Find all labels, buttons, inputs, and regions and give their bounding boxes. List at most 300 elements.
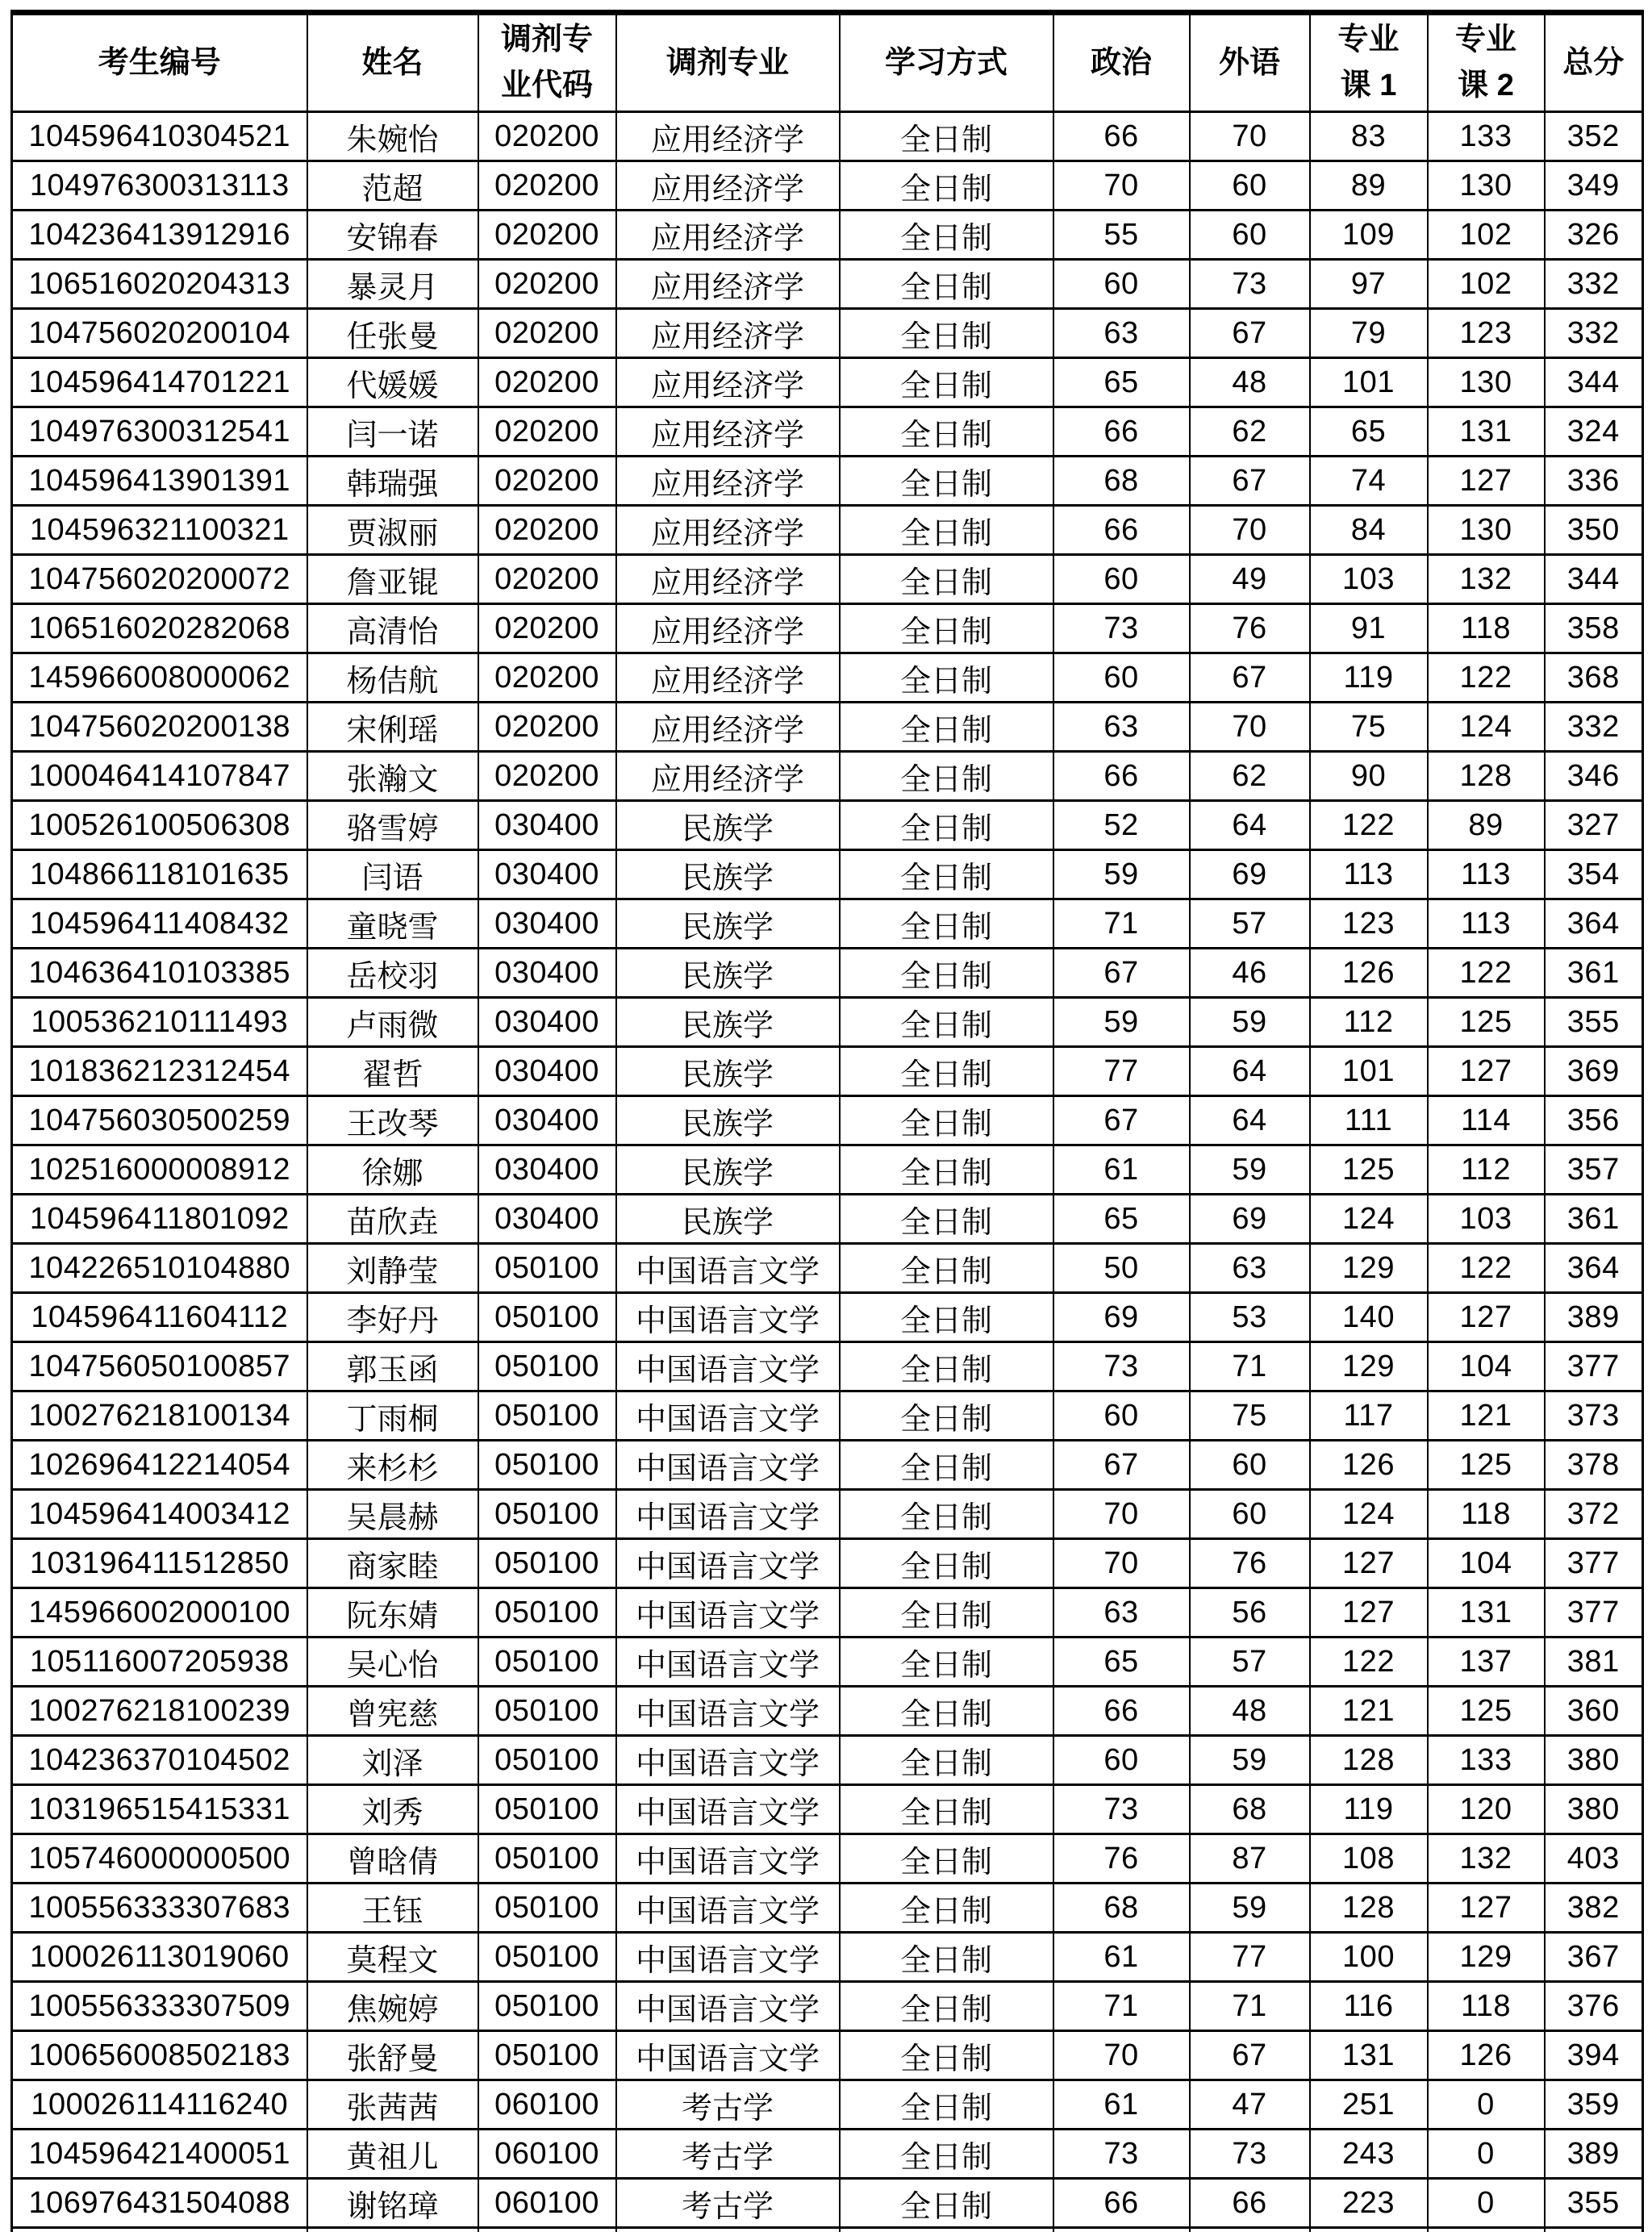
course_1-cell: 127 [1310,1588,1428,1637]
candidate_id-cell: 100276218100134 [12,1391,307,1441]
foreign_language-cell: 59 [1190,998,1310,1047]
major-cell: 应用经济学 [616,752,840,801]
study_mode-cell: 全日制 [840,1933,1053,1982]
politics-cell: 61 [1053,2080,1190,2130]
course_1-cell: 113 [1310,850,1428,899]
study_mode-cell: 全日制 [840,1736,1053,1785]
politics-cell: 66 [1053,407,1190,457]
course_2-cell: 132 [1428,555,1545,604]
table-row [12,1293,1643,1342]
major_code-cell: 030400 [478,899,616,949]
course_2-cell: 112 [1428,1145,1545,1195]
study_mode-cell: 全日制 [840,1588,1053,1637]
study_mode-cell: 全日制 [840,260,1053,309]
name-cell: 来杉杉 [307,1441,478,1490]
table-row [12,407,1643,457]
politics-cell: 59 [1053,850,1190,899]
politics-cell: 60 [1053,1736,1190,1785]
politics-cell: 61 [1053,1933,1190,1982]
major-cell: 考古学 [616,2130,840,2179]
study_mode-cell: 全日制 [840,2130,1053,2179]
candidate_id-cell: 105746000000500 [12,1834,307,1884]
major_code-cell: 050100 [478,1539,616,1588]
course_2-cell: 127 [1428,1884,1545,1933]
major_code-cell: 020200 [478,161,616,211]
total-cell: 369 [1545,1047,1643,1096]
table-row [12,949,1643,998]
course_2-cell: 102 [1428,211,1545,260]
candidate_id-cell: 104596421400051 [12,2130,307,2179]
study_mode-cell: 全日制 [840,555,1053,604]
candidate_id-cell: 100536210111493 [12,998,307,1047]
politics-cell: 66 [1053,112,1190,161]
study_mode-cell: 全日制 [840,604,1053,653]
study_mode-cell: 全日制 [840,899,1053,949]
name-cell: 安锦春 [307,211,478,260]
foreign_language-cell: 67 [1190,2031,1310,2080]
table-row [12,2080,1643,2130]
major-cell: 应用经济学 [616,506,840,555]
major-cell: 中国语言文学 [616,1391,840,1441]
major-cell: 民族学 [616,1096,840,1145]
major_code-cell: 020200 [478,653,616,703]
politics-cell: 71 [1053,1982,1190,2031]
foreign_language-cell: 67 [1190,457,1310,506]
major-cell: 民族学 [616,1047,840,1096]
total-cell: 350 [1545,506,1643,555]
course_1-cell: 84 [1310,506,1428,555]
foreign_language-cell: 73 [1190,260,1310,309]
candidate_id-cell: 104236370104502 [12,1736,307,1785]
foreign_language-cell: 53 [1190,1293,1310,1342]
table-row [12,1195,1643,1244]
politics-cell: 73 [1053,1785,1190,1834]
politics-cell: 63 [1053,703,1190,752]
foreign_language-cell: 59 [1190,1884,1310,1933]
candidate_id-cell: 100026114116240 [12,2080,307,2130]
foreign_language-cell: 66 [1190,2179,1310,2228]
politics-cell: 60 [1053,1391,1190,1441]
major_code-cell: 020200 [478,211,616,260]
name-cell: 詹亚锟 [307,555,478,604]
course_2-cell: 118 [1428,604,1545,653]
candidate_id-cell: 104236413912916 [12,211,307,260]
course_1-cell: 119 [1310,653,1428,703]
candidate_id-cell: 102696412214054 [12,1441,307,1490]
name-cell: 张瀚文 [307,752,478,801]
course_2-cell: 104 [1428,1342,1545,1391]
cutoff-cell [478,2228,616,2232]
column-header-major: 调剂专业 [616,13,840,112]
course_1-cell: 140 [1310,1293,1428,1342]
total-cell: 358 [1545,604,1643,653]
name-cell: 黄祖儿 [307,2130,478,2179]
foreign_language-cell: 67 [1190,309,1310,358]
total-cell: 324 [1545,407,1643,457]
name-cell: 卢雨微 [307,998,478,1047]
name-cell: 闫语 [307,850,478,899]
politics-cell: 70 [1053,1539,1190,1588]
foreign_language-cell: 49 [1190,555,1310,604]
study_mode-cell: 全日制 [840,1441,1053,1490]
major_code-cell: 050100 [478,1736,616,1785]
cutoff-cell [1545,2228,1643,2232]
table-row [12,2130,1643,2179]
major_code-cell: 050100 [478,1342,616,1391]
total-cell: 349 [1545,161,1643,211]
course_2-cell: 102 [1428,260,1545,309]
major-cell: 中国语言文学 [616,1293,840,1342]
name-cell: 曾宪慈 [307,1687,478,1736]
total-cell: 326 [1545,211,1643,260]
name-cell: 商家睦 [307,1539,478,1588]
total-cell: 364 [1545,1244,1643,1293]
major_code-cell: 020200 [478,260,616,309]
major_code-cell: 060100 [478,2130,616,2179]
table-row [12,1736,1643,1785]
major-cell: 中国语言文学 [616,1982,840,2031]
foreign_language-cell: 87 [1190,1834,1310,1884]
table-row [12,211,1643,260]
course_2-cell: 122 [1428,653,1545,703]
course_1-cell: 131 [1310,2031,1428,2080]
total-cell: 389 [1545,2130,1643,2179]
total-cell: 376 [1545,1982,1643,2031]
foreign_language-cell: 76 [1190,1539,1310,1588]
study_mode-cell: 全日制 [840,211,1053,260]
candidate_id-cell: 104636410103385 [12,949,307,998]
politics-cell: 71 [1053,899,1190,949]
major_code-cell: 030400 [478,801,616,850]
study_mode-cell: 全日制 [840,1096,1053,1145]
candidate_id-cell: 105116007205938 [12,1637,307,1687]
study_mode-cell: 全日制 [840,1195,1053,1244]
candidate_id-cell: 104756030500259 [12,1096,307,1145]
major-cell: 中国语言文学 [616,1884,840,1933]
foreign_language-cell: 70 [1190,703,1310,752]
course_2-cell: 0 [1428,2179,1545,2228]
course_2-cell: 0 [1428,2080,1545,2130]
course_1-cell: 122 [1310,801,1428,850]
candidate_id-cell: 104976300312541 [12,407,307,457]
total-cell: 382 [1545,1884,1643,1933]
study_mode-cell: 全日制 [840,457,1053,506]
total-cell: 332 [1545,309,1643,358]
total-cell: 380 [1545,1736,1643,1785]
major-cell: 中国语言文学 [616,1588,840,1637]
candidate_id-cell: 100556333307683 [12,1884,307,1933]
name-cell: 王钰 [307,1884,478,1933]
course_2-cell: 118 [1428,1982,1545,2031]
major_code-cell: 020200 [478,604,616,653]
candidate_id-cell: 102516000008912 [12,1145,307,1195]
total-cell: 359 [1545,2080,1643,2130]
politics-cell: 68 [1053,457,1190,506]
table-row [12,358,1643,407]
cutoff-cell [12,2228,307,2232]
foreign_language-cell: 48 [1190,358,1310,407]
course_1-cell: 97 [1310,260,1428,309]
major_code-cell: 050100 [478,1588,616,1637]
foreign_language-cell: 60 [1190,161,1310,211]
table-row [12,161,1643,211]
table-row [12,506,1643,555]
major-cell: 民族学 [616,899,840,949]
course_1-cell: 129 [1310,1244,1428,1293]
course_2-cell: 123 [1428,309,1545,358]
column-header-politics: 政治 [1053,13,1190,112]
candidate_id-cell: 100556333307509 [12,1982,307,2031]
course_2-cell: 131 [1428,407,1545,457]
politics-cell: 63 [1053,309,1190,358]
name-cell: 高清怡 [307,604,478,653]
study_mode-cell: 全日制 [840,752,1053,801]
study_mode-cell: 全日制 [840,506,1053,555]
course_2-cell: 125 [1428,1687,1545,1736]
foreign_language-cell: 60 [1190,211,1310,260]
politics-cell: 66 [1053,1687,1190,1736]
header-row [12,13,1643,112]
study_mode-cell: 全日制 [840,653,1053,703]
course_2-cell: 103 [1428,1195,1545,1244]
politics-cell: 66 [1053,752,1190,801]
major_code-cell: 030400 [478,1195,616,1244]
course_1-cell: 128 [1310,1736,1428,1785]
major_code-cell: 060100 [478,2080,616,2130]
course_1-cell: 91 [1310,604,1428,653]
candidate_id-cell: 100526100506308 [12,801,307,850]
table-row [12,604,1643,653]
foreign_language-cell: 56 [1190,1588,1310,1637]
total-cell: 389 [1545,1293,1643,1342]
politics-cell: 66 [1053,2179,1190,2228]
foreign_language-cell: 57 [1190,899,1310,949]
major_code-cell: 050100 [478,1391,616,1441]
name-cell: 张舒曼 [307,2031,478,2080]
course_1-cell: 129 [1310,1342,1428,1391]
major_code-cell: 020200 [478,555,616,604]
major_code-cell: 050100 [478,1834,616,1884]
major-cell: 中国语言文学 [616,1785,840,1834]
study_mode-cell: 全日制 [840,161,1053,211]
table-row [12,309,1643,358]
course_1-cell: 83 [1310,112,1428,161]
course_1-cell: 79 [1310,309,1428,358]
major_code-cell: 020200 [478,358,616,407]
politics-cell: 70 [1053,2031,1190,2080]
table-row [12,1490,1643,1539]
candidate_id-cell: 104756020200072 [12,555,307,604]
course_1-cell: 89 [1310,161,1428,211]
column-header-candidate_id: 考生编号 [12,13,307,112]
candidate_id-cell: 106976431504088 [12,2179,307,2228]
course_2-cell: 132 [1428,1834,1545,1884]
table-row [12,1884,1643,1933]
politics-cell: 65 [1053,358,1190,407]
total-cell: 344 [1545,555,1643,604]
politics-cell: 70 [1053,161,1190,211]
cutoff-cell [1053,2228,1190,2232]
study_mode-cell: 全日制 [840,112,1053,161]
foreign_language-cell: 62 [1190,407,1310,457]
course_1-cell: 124 [1310,1195,1428,1244]
name-cell: 阮东婧 [307,1588,478,1637]
course_1-cell: 108 [1310,1834,1428,1884]
course_2-cell: 130 [1428,161,1545,211]
candidate_id-cell: 104596414003412 [12,1490,307,1539]
total-cell: 336 [1545,457,1643,506]
total-cell: 354 [1545,850,1643,899]
foreign_language-cell: 69 [1190,1195,1310,1244]
major_code-cell: 030400 [478,1047,616,1096]
name-cell: 丁雨桐 [307,1391,478,1441]
table-row [12,2179,1643,2228]
course_1-cell: 74 [1310,457,1428,506]
table-row [12,1391,1643,1441]
major-cell: 民族学 [616,801,840,850]
course_2-cell: 125 [1428,1441,1545,1490]
politics-cell: 73 [1053,604,1190,653]
politics-cell: 67 [1053,1441,1190,1490]
major_code-cell: 050100 [478,1785,616,1834]
major-cell: 应用经济学 [616,703,840,752]
name-cell: 暴灵月 [307,260,478,309]
foreign_language-cell: 48 [1190,1687,1310,1736]
total-cell: 367 [1545,1933,1643,1982]
politics-cell: 68 [1053,1884,1190,1933]
course_2-cell: 89 [1428,801,1545,850]
major-cell: 中国语言文学 [616,1244,840,1293]
table-row [12,1145,1643,1195]
study_mode-cell: 全日制 [840,801,1053,850]
name-cell: 宋俐瑶 [307,703,478,752]
table-row [12,1834,1643,1884]
major_code-cell: 050100 [478,1490,616,1539]
course_2-cell: 129 [1428,1933,1545,1982]
name-cell: 张茜茜 [307,2080,478,2130]
major_code-cell: 050100 [478,1637,616,1687]
course_1-cell: 126 [1310,1441,1428,1490]
name-cell: 代媛媛 [307,358,478,407]
study_mode-cell: 全日制 [840,2031,1053,2080]
candidate_id-cell: 104976300313113 [12,161,307,211]
major_code-cell: 030400 [478,1145,616,1195]
total-cell: 361 [1545,949,1643,998]
cutoff-cell [307,2228,478,2232]
table-row [12,1441,1643,1490]
name-cell: 徐娜 [307,1145,478,1195]
course_2-cell: 130 [1428,358,1545,407]
major-cell: 应用经济学 [616,309,840,358]
name-cell: 谢铭璋 [307,2179,478,2228]
foreign_language-cell: 63 [1190,1244,1310,1293]
study_mode-cell: 全日制 [840,1884,1053,1933]
course_1-cell: 122 [1310,1637,1428,1687]
foreign_language-cell: 64 [1190,801,1310,850]
major-cell: 应用经济学 [616,653,840,703]
study_mode-cell: 全日制 [840,1342,1053,1391]
major_code-cell: 050100 [478,1441,616,1490]
table-row [12,998,1643,1047]
candidate_id-cell: 100046414107847 [12,752,307,801]
major-cell: 民族学 [616,1145,840,1195]
column-header-course_1: 专业 课 1 [1310,13,1428,112]
total-cell: 381 [1545,1637,1643,1687]
politics-cell: 63 [1053,1588,1190,1637]
table-row [12,1096,1643,1145]
course_2-cell: 127 [1428,1047,1545,1096]
candidate_id-cell: 103196411512850 [12,1539,307,1588]
total-cell: 357 [1545,1145,1643,1195]
name-cell: 贾淑丽 [307,506,478,555]
total-cell: 377 [1545,1588,1643,1637]
total-cell: 355 [1545,2179,1643,2228]
table-row [12,1539,1643,1588]
name-cell: 范超 [307,161,478,211]
table-body [12,112,1643,2232]
total-cell: 372 [1545,1490,1643,1539]
course_1-cell: 243 [1310,2130,1428,2179]
table-row [12,1637,1643,1687]
name-cell: 李好丹 [307,1293,478,1342]
course_2-cell: 121 [1428,1391,1545,1441]
study_mode-cell: 全日制 [840,1637,1053,1687]
foreign_language-cell: 67 [1190,653,1310,703]
score-table [10,10,1644,2232]
total-cell: 377 [1545,1539,1643,1588]
total-cell: 356 [1545,1096,1643,1145]
major-cell: 中国语言文学 [616,1539,840,1588]
name-cell: 朱婉怡 [307,112,478,161]
major-cell: 中国语言文学 [616,1736,840,1785]
major_code-cell: 020200 [478,457,616,506]
foreign_language-cell: 60 [1190,1441,1310,1490]
major-cell: 应用经济学 [616,407,840,457]
name-cell: 苗欣垚 [307,1195,478,1244]
course_2-cell: 133 [1428,112,1545,161]
cutoff-cell [1190,2228,1310,2232]
major-cell: 考古学 [616,2179,840,2228]
score-sheet [10,10,1646,2232]
course_2-cell: 118 [1428,1490,1545,1539]
study_mode-cell: 全日制 [840,407,1053,457]
foreign_language-cell: 71 [1190,1342,1310,1391]
course_2-cell: 130 [1428,506,1545,555]
table-header [12,13,1643,112]
candidate_id-cell: 100276218100239 [12,1687,307,1736]
name-cell: 闫一诺 [307,407,478,457]
candidate_id-cell: 104756050100857 [12,1342,307,1391]
name-cell: 莫程文 [307,1933,478,1982]
table-row [12,1588,1643,1637]
major-cell: 应用经济学 [616,112,840,161]
course_1-cell: 90 [1310,752,1428,801]
study_mode-cell: 全日制 [840,309,1053,358]
name-cell: 焦婉婷 [307,1982,478,2031]
table-row [12,112,1643,161]
foreign_language-cell: 77 [1190,1933,1310,1982]
table-row [12,1047,1643,1096]
study_mode-cell: 全日制 [840,949,1053,998]
course_1-cell: 128 [1310,1884,1428,1933]
study_mode-cell: 全日制 [840,1834,1053,1884]
table-row [12,1687,1643,1736]
major-cell: 中国语言文学 [616,1834,840,1884]
study_mode-cell: 全日制 [840,1982,1053,2031]
course_2-cell: 127 [1428,1293,1545,1342]
major-cell: 应用经济学 [616,358,840,407]
course_2-cell: 127 [1428,457,1545,506]
